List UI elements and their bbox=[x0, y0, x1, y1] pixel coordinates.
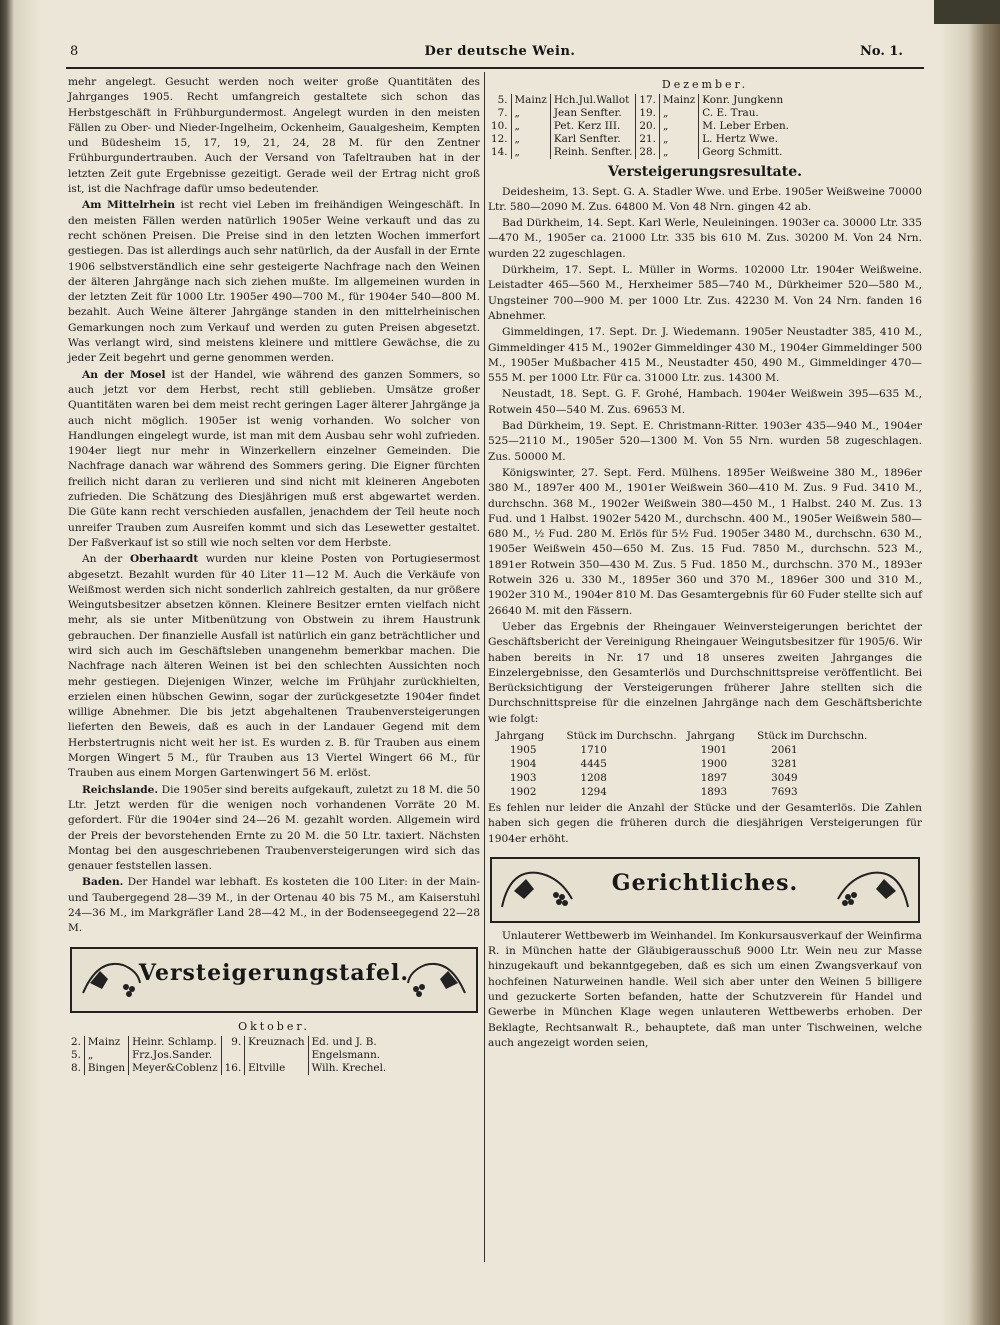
table-cell: 1893 bbox=[700, 785, 728, 798]
schedule-row bbox=[68, 1062, 389, 1075]
seller-cell: Ed. und J. B. bbox=[311, 1035, 377, 1048]
table-cell: 1905 bbox=[510, 743, 537, 756]
seller-cell: Reinh. Senfter. bbox=[550, 146, 636, 159]
auction-result: Neustadt, 18. Sept. G. F. Grohé, Hambach. 1904er Weißwein 395—635 M., Rotwein 450—540 M. Zus. 69653 M. bbox=[488, 388, 922, 416]
town-cell: „ bbox=[84, 1049, 128, 1062]
article-paragraph: Reichslande. Die 1905er sind bereits aufgekauft, zuletzt zu 18 M. die 50 Ltr. Jetzt werden für die wenigen noch vorhandenen Vorräte 20 M. gefordert. Für die 1904er sind 24—26 M. gezahlt worden. Allgemein wird der Preis der bevorstehenden Ernte zu 20 M. die 50 Ltr. taxiert. Nächsten Montag bei den ausgeschriebenen Traubenversteigerungen wird sich das genauer feststellen lassen. bbox=[68, 783, 480, 873]
table-cell: 1294 bbox=[580, 785, 607, 798]
date-cell: 5. bbox=[68, 1049, 84, 1062]
seller-cell: L. Hertz Wwe. bbox=[702, 133, 778, 146]
date-cell: 10. bbox=[488, 120, 511, 133]
town-cell: „ bbox=[659, 107, 698, 120]
column-header: Jahrgang bbox=[686, 729, 735, 742]
article-paragraph: mehr angelegt. Gesucht werden noch weiter große Quantitäten des Jahrganges 1905. Recht umfangreich gestaltete sich schon das Herbstgeschäft in Frühburgundermost. Angelegt wurden in den meisten Fällen zu Ober- und Nieder-Ingelheim, Ockenheim, Gaualgesheim, Kempten und Büdesheim 15, 17, 19, 21, 24, 28 M. für den Zentner Frühburgundertrauben. Auch der Versand von Tafeltrauben hat in der letzten Zeit gute Ergebnisse gezeitigt. Gerade weil der Ertrag nicht groß ist, ist die Nachfrage dafür umso bedeutender. bbox=[68, 76, 480, 196]
town-cell: „ bbox=[511, 107, 550, 120]
town-cell: „ bbox=[511, 120, 550, 133]
date-cell: 16. bbox=[221, 1062, 245, 1075]
date-cell: 20. bbox=[636, 120, 660, 133]
left-column bbox=[68, 75, 480, 1075]
column-divider bbox=[484, 72, 485, 1262]
date-cell: 12. bbox=[488, 133, 511, 146]
town-cell: Kreuznach bbox=[245, 1036, 308, 1049]
schedule-row bbox=[488, 120, 792, 133]
auction-result: Bad Dürkheim, 14. Sept. Karl Werle, Neuleiningen. 1903er ca. 30000 Ltr. 335—470 M., 1905er ca. 21000 Ltr. 335 bis 610 M. Zus. 30200 M. Von 24 Nrn. wurden 22 zugeschlagen. bbox=[488, 217, 922, 260]
article-paragraph: An der Oberhaardt wurden nur kleine Posten von Portugiesermost abgesetzt. Bezahlt wurden für 40 Liter 11—12 M. Auch die Verkäufe von Weißmost werden sich nicht sonderlich zahlreich gestalten, da nur größere Weingutsbesitzer absetzen können. Kleinere Besitzer ernten vielfach nicht mehr, als sie unter Mitbenützung von Obstwein zu ihrem Haustrunk gebrauchen. Der finanzielle Ausfall ist natürlich ein ganz beträchtlicher und wird sich auch im Geschäftsleben unangenehm bemerkbar machen. Die Nachfrage nach älteren Weinen ist bei den schlechten Aussichten noch mehr gestiegen. Diejenigen Winzer, welche im Frühjahr zurückhielten, erzielen einen hübschen Gewinn, sogar der zurückgesetzte 1904er findet willige Abnehmer. Die bis jetzt abgehaltenen Traubenversteigerungen lieferten den Beweis, daß es auch in der Landauer Gegend mit dem Herbstertrugnis nicht weit her ist. Es wurden z. B. für Trauben aus einem Morgen Wingert 5 M., für Trauben aus 13 Viertel Wingert 66 M., für Trauben aus einem Morgen Gartenwingert 56 M. erlöst. bbox=[68, 553, 480, 780]
date-cell: 21. bbox=[636, 133, 660, 146]
right-column bbox=[488, 77, 922, 1052]
table-cell: 1897 bbox=[700, 771, 728, 784]
column-header: Stück im Durchschn. bbox=[757, 729, 868, 742]
town-cell: Mainz bbox=[659, 94, 698, 107]
issue-number: No. 1. bbox=[860, 44, 903, 59]
article-paragraph: Unlauterer Wettbewerb im Weinhandel. Im Konkursausverkauf der Weinfirma R. in München hatte der Gläubigerausschuß 9000 Ltr. Wein neu zur Masse hinzugekauft und bekanntgegeben, daß es sich um einen Zwangsverkauf von hochfeinen Naturweinen handle. Weil sich aber unter den Weinen 5 billigere und gezuckerte Sorten befanden, hatte der Schutzverein für Handel und Gewerbe in München Klage wegen unlauteren Wettbewerbs erhoben. Der Beklagte, Rechtsanwalt R., behauptete, daß man unter Tischweinen, welche auch angezeigt worden seien, bbox=[488, 929, 922, 1049]
auction-result: Gimmeldingen, 17. Sept. Dr. J. Wiedemann. 1905er Neustadter 385, 410 M., Gimmeldinger 415 M., 1902er Gimmeldinger 430 M., 1904er Gimmeldinger 500 M., 1905er Mußbacher 415 M., Neustadter 450, 490 M., Gimmeldinger 470—555 M. per 1000 Ltr. Für ca. 31000 Ltr. zus. 14300 M. bbox=[488, 326, 922, 385]
table-row bbox=[496, 771, 877, 785]
page-title: Der deutsche Wein. bbox=[424, 44, 576, 59]
table-row bbox=[496, 757, 877, 771]
town-cell: Mainz bbox=[511, 94, 550, 107]
table-cell: 1900 bbox=[700, 757, 728, 770]
auction-result: Deidesheim, 13. Sept. G. A. Stadler Wwe. und Erbe. 1905er Weißweine 70000 Ltr. 580—2090 M. Zus. 64800 M. Von 48 Nrn. gingen 42 ab. bbox=[488, 185, 922, 213]
date-cell: 28. bbox=[636, 146, 660, 159]
seller-cell: Meyer&Coblenz bbox=[129, 1062, 222, 1075]
town-cell: Bingen bbox=[84, 1062, 128, 1075]
section-heading: Versteigerungsresultate. bbox=[608, 164, 802, 181]
schedule-row bbox=[488, 133, 792, 146]
article-paragraph: Ueber das Ergebnis der Rheingauer Weinversteigerungen berichtet der Geschäftsbericht der Vereinigung Rheingauer Weingutsbesitzer für 1905/6. Wir haben bereits in Nr. 17 und 18 unseres zweiten Jahrganges die Einzelergebnisse, den Gesamterlös und Durchschnittspreise veröffentlicht. Bei Berücksichtigung der Versteigerungen früherer Jahre stellten sich die Durchschnittspreise für die einzelnen Jahrgänge nach dem Geschäftsberichte wie folgt: bbox=[488, 620, 922, 725]
table-cell: 3281 bbox=[771, 757, 798, 770]
schedule-row bbox=[488, 94, 792, 107]
month-heading: Dezember. bbox=[661, 78, 749, 91]
table-row bbox=[496, 743, 877, 757]
town-cell: „ bbox=[659, 133, 698, 146]
grape-vine-ornament-icon bbox=[400, 953, 470, 1005]
town-cell: „ bbox=[659, 146, 698, 159]
table-cell: 3049 bbox=[771, 771, 798, 784]
article-paragraph: Baden. Der Handel war lebhaft. Es kosteten die 100 Liter: in der Main- und Taubergegend 28—39 M., in der Ortenau 40 bis 75 M., am Kaiserstuhl 24—36 M., im Markgräfler Land 28—42 M., in der Bodenseegegend 22—28 M. bbox=[68, 876, 480, 935]
schedule-row bbox=[488, 146, 792, 159]
seller-cell: C. E. Trau. bbox=[702, 107, 759, 120]
auction-result: Bad Dürkheim, 19. Sept. E. Christmann-Ritter. 1903er 435—940 M., 1904er 525—2110 M., 1905er 520—1300 M. Von 55 Nrn. wurden 58 zugeschlagen. Zus. 50000 M. bbox=[488, 420, 922, 463]
region-heading: Am Mittelrhein bbox=[82, 199, 176, 212]
seller-cell: Wilh. Krechel. bbox=[311, 1061, 387, 1074]
article-paragraph: Es fehlen nur leider die Anzahl der Stücke und der Gesamterlös. Die Zahlen haben sich gegen die früheren durch die diesjährigen Versteigerungen für 1904er erhöht. bbox=[488, 801, 922, 845]
town-cell: „ bbox=[511, 133, 550, 146]
table-cell: 7693 bbox=[771, 785, 798, 798]
table-cell: 2061 bbox=[771, 743, 798, 756]
page-number: 8 bbox=[70, 44, 79, 59]
month-heading: Oktober. bbox=[238, 1019, 310, 1033]
table-cell: 4445 bbox=[580, 757, 607, 770]
table-cell: 1903 bbox=[510, 771, 537, 784]
region-heading: Oberhaardt bbox=[129, 553, 199, 566]
table-cell: 1904 bbox=[510, 757, 537, 770]
seller-cell: Jean Senfter. bbox=[550, 107, 636, 120]
date-cell: 8. bbox=[68, 1062, 84, 1075]
seller-cell: Konr. Jungkenn bbox=[702, 94, 784, 107]
seller-cell: Pet. Kerz III. bbox=[550, 120, 636, 133]
schedule-row bbox=[488, 107, 792, 120]
date-cell: 17. bbox=[636, 94, 660, 107]
banner-title: Gerichtliches. bbox=[611, 869, 799, 896]
date-cell bbox=[221, 1049, 245, 1062]
october-schedule bbox=[68, 1036, 389, 1075]
seller-cell: Hch.Jul.Wallot bbox=[550, 94, 636, 107]
header-rule bbox=[66, 67, 924, 69]
date-cell: 5. bbox=[488, 94, 511, 107]
binding-edge bbox=[934, 0, 1000, 24]
grape-vine-ornament-icon bbox=[832, 863, 912, 915]
date-cell: 19. bbox=[636, 107, 660, 120]
date-cell: 7. bbox=[488, 107, 511, 120]
article-paragraph: Am Mittelrhein ist recht viel Leben im freihändigen Weingeschäft. In den meisten Fällen werden natürlich 1905er Weine verkauft und das zu recht schönen Preisen. Die Preise sind in den letzten Wochen immerfort gestiegen. Das ist allerdings auch sehr natürlich, da der Ausfall in der Ernte 1906 selbstverständlich eine sehr gesteigerte Nachfrage nach den Weinen der älteren Jahrgänge nach sich ziehen mußte. Im allgemeinen wurden in der letzten Zeit für 1000 Ltr. 1905er 490—700 M., für 1904er 540—800 M. bezahlt. Auch Weine älterer Jahrgänge standen in den mittelrheinischen Gemarkungen noch zum Verkauf und werden zu guten Preisen abgesetzt. Was verlangt wird, sind meistens kleinere und mittlere Gewächse, die zu jeder Zeit begehrt und gerne genommen werden. bbox=[68, 199, 480, 365]
seller-cell: Karl Senfter. bbox=[550, 133, 636, 146]
region-heading: Reichslande. bbox=[82, 783, 159, 796]
column-header: Stück im Durchschn. bbox=[566, 729, 677, 742]
auction-result: Königswinter, 27. Sept. Ferd. Mülhens. 1895er Weißweine 380 M., 1896er 380 M., 1897er 400 M., 1901er Weißwein 360—410 M. Zus. 9 Fud. 3410 M., durchschn. 368 M., 1902er Weißwein 380—450 M., 1 Halbst. 240 M. Zus. 13 Fud. und 1 Halbst. 1902er 5420 M., durchschn. 400 M., 1905er Weißwein 580—680 M., ½ Fud. 280 M. Erlös für 5½ Fud. 1905er 3480 M., durchschn. 630 M., 1905er Weißwein 450—650 M. Zus. 15 Fud. 7850 M., durchschn. 523 M., 1891er Rotwein 350—430 M. Zus. 5 Fud. 1850 M., durchschn. 370 M., 1893er Rotwein 326 u. 330 M., 1895er 360 und 370 M., 1896er 300 und 310 M., 1902er 310 M., 1904er 810 M. Das Gesamtergebnis für 60 Fuder stellte sich auf 26640 M. mit den Fässern. bbox=[488, 466, 922, 617]
region-heading: Baden. bbox=[82, 876, 124, 889]
schedule-row bbox=[68, 1049, 389, 1062]
table-cell: 1208 bbox=[580, 771, 607, 784]
town-cell bbox=[245, 1049, 308, 1062]
date-cell: 2. bbox=[68, 1036, 84, 1049]
schedule-row bbox=[68, 1036, 389, 1049]
table-cell: 1901 bbox=[700, 743, 728, 756]
auction-table-banner bbox=[70, 947, 478, 1013]
average-price-table bbox=[496, 729, 877, 799]
date-cell: 9. bbox=[221, 1036, 245, 1049]
region-heading: An der Mosel bbox=[82, 368, 166, 381]
seller-cell: Georg Schmitt. bbox=[702, 146, 783, 159]
town-cell: Eltville bbox=[245, 1062, 308, 1075]
town-cell: „ bbox=[659, 120, 698, 133]
seller-cell: Engelsmann. bbox=[311, 1048, 381, 1061]
seller-cell: M. Leber Erben. bbox=[702, 120, 789, 133]
column-header: Jahrgang bbox=[496, 729, 545, 742]
table-cell: 1902 bbox=[510, 785, 537, 798]
table-cell: 1710 bbox=[580, 743, 607, 756]
december-schedule bbox=[488, 94, 792, 159]
date-cell: 14. bbox=[488, 146, 511, 159]
court-news-banner bbox=[490, 857, 920, 923]
seller-cell: Heinr. Schlamp. bbox=[129, 1036, 222, 1049]
table-row bbox=[496, 785, 877, 799]
article-paragraph: An der Mosel ist der Handel, wie während des ganzen Sommers, so auch jetzt vor dem Herbst, recht still geblieben. Umsätze großer Quantitäten waren bei dem meist recht geringen Lager älterer Jahrgänge ja auch nicht möglich. 1905er ist wenig vorhanden. Wo solcher von Handlungen eingelegt wurde, ist man mit dem Ausbau sehr wohl zufrieden. 1904er liegt nur mehr in Winzerkellern einzelner Gemeinden. Die Nachfrage danach war während des Sommers gering. Die Eigner fürchten freilich nicht daran zu verlieren und sind nicht mit kleineren Angeboten zufrieden. Die Schätzung des Diesjährigen muß erst abgewartet werden. Die Güte kann recht verschieden ausfallen, jenachdem der Teil heute noch unreifer Trauben zum Ausreifen kommt und sich das Lesewetter gestaltet. Der Faßverkauf ist so still wie noch selten vor dem Herbste. bbox=[68, 368, 480, 549]
town-cell: „ bbox=[511, 146, 550, 159]
banner-title: Versteigerungstafel. bbox=[138, 959, 410, 986]
town-cell: Mainz bbox=[84, 1036, 128, 1049]
seller-cell: Frz.Jos.Sander. bbox=[129, 1049, 222, 1062]
auction-result: Dürkheim, 17. Sept. L. Müller in Worms. 102000 Ltr. 1904er Weißweine. Leistadter 465—560 M., Herxheimer 585—740 M., Dürkheimer 520—580 M., Ungsteiner 700—900 M. per 1000 Ltr. Zus. 42230 M. Von 24 Nrn. fanden 16 Abnehmer. bbox=[488, 264, 922, 322]
